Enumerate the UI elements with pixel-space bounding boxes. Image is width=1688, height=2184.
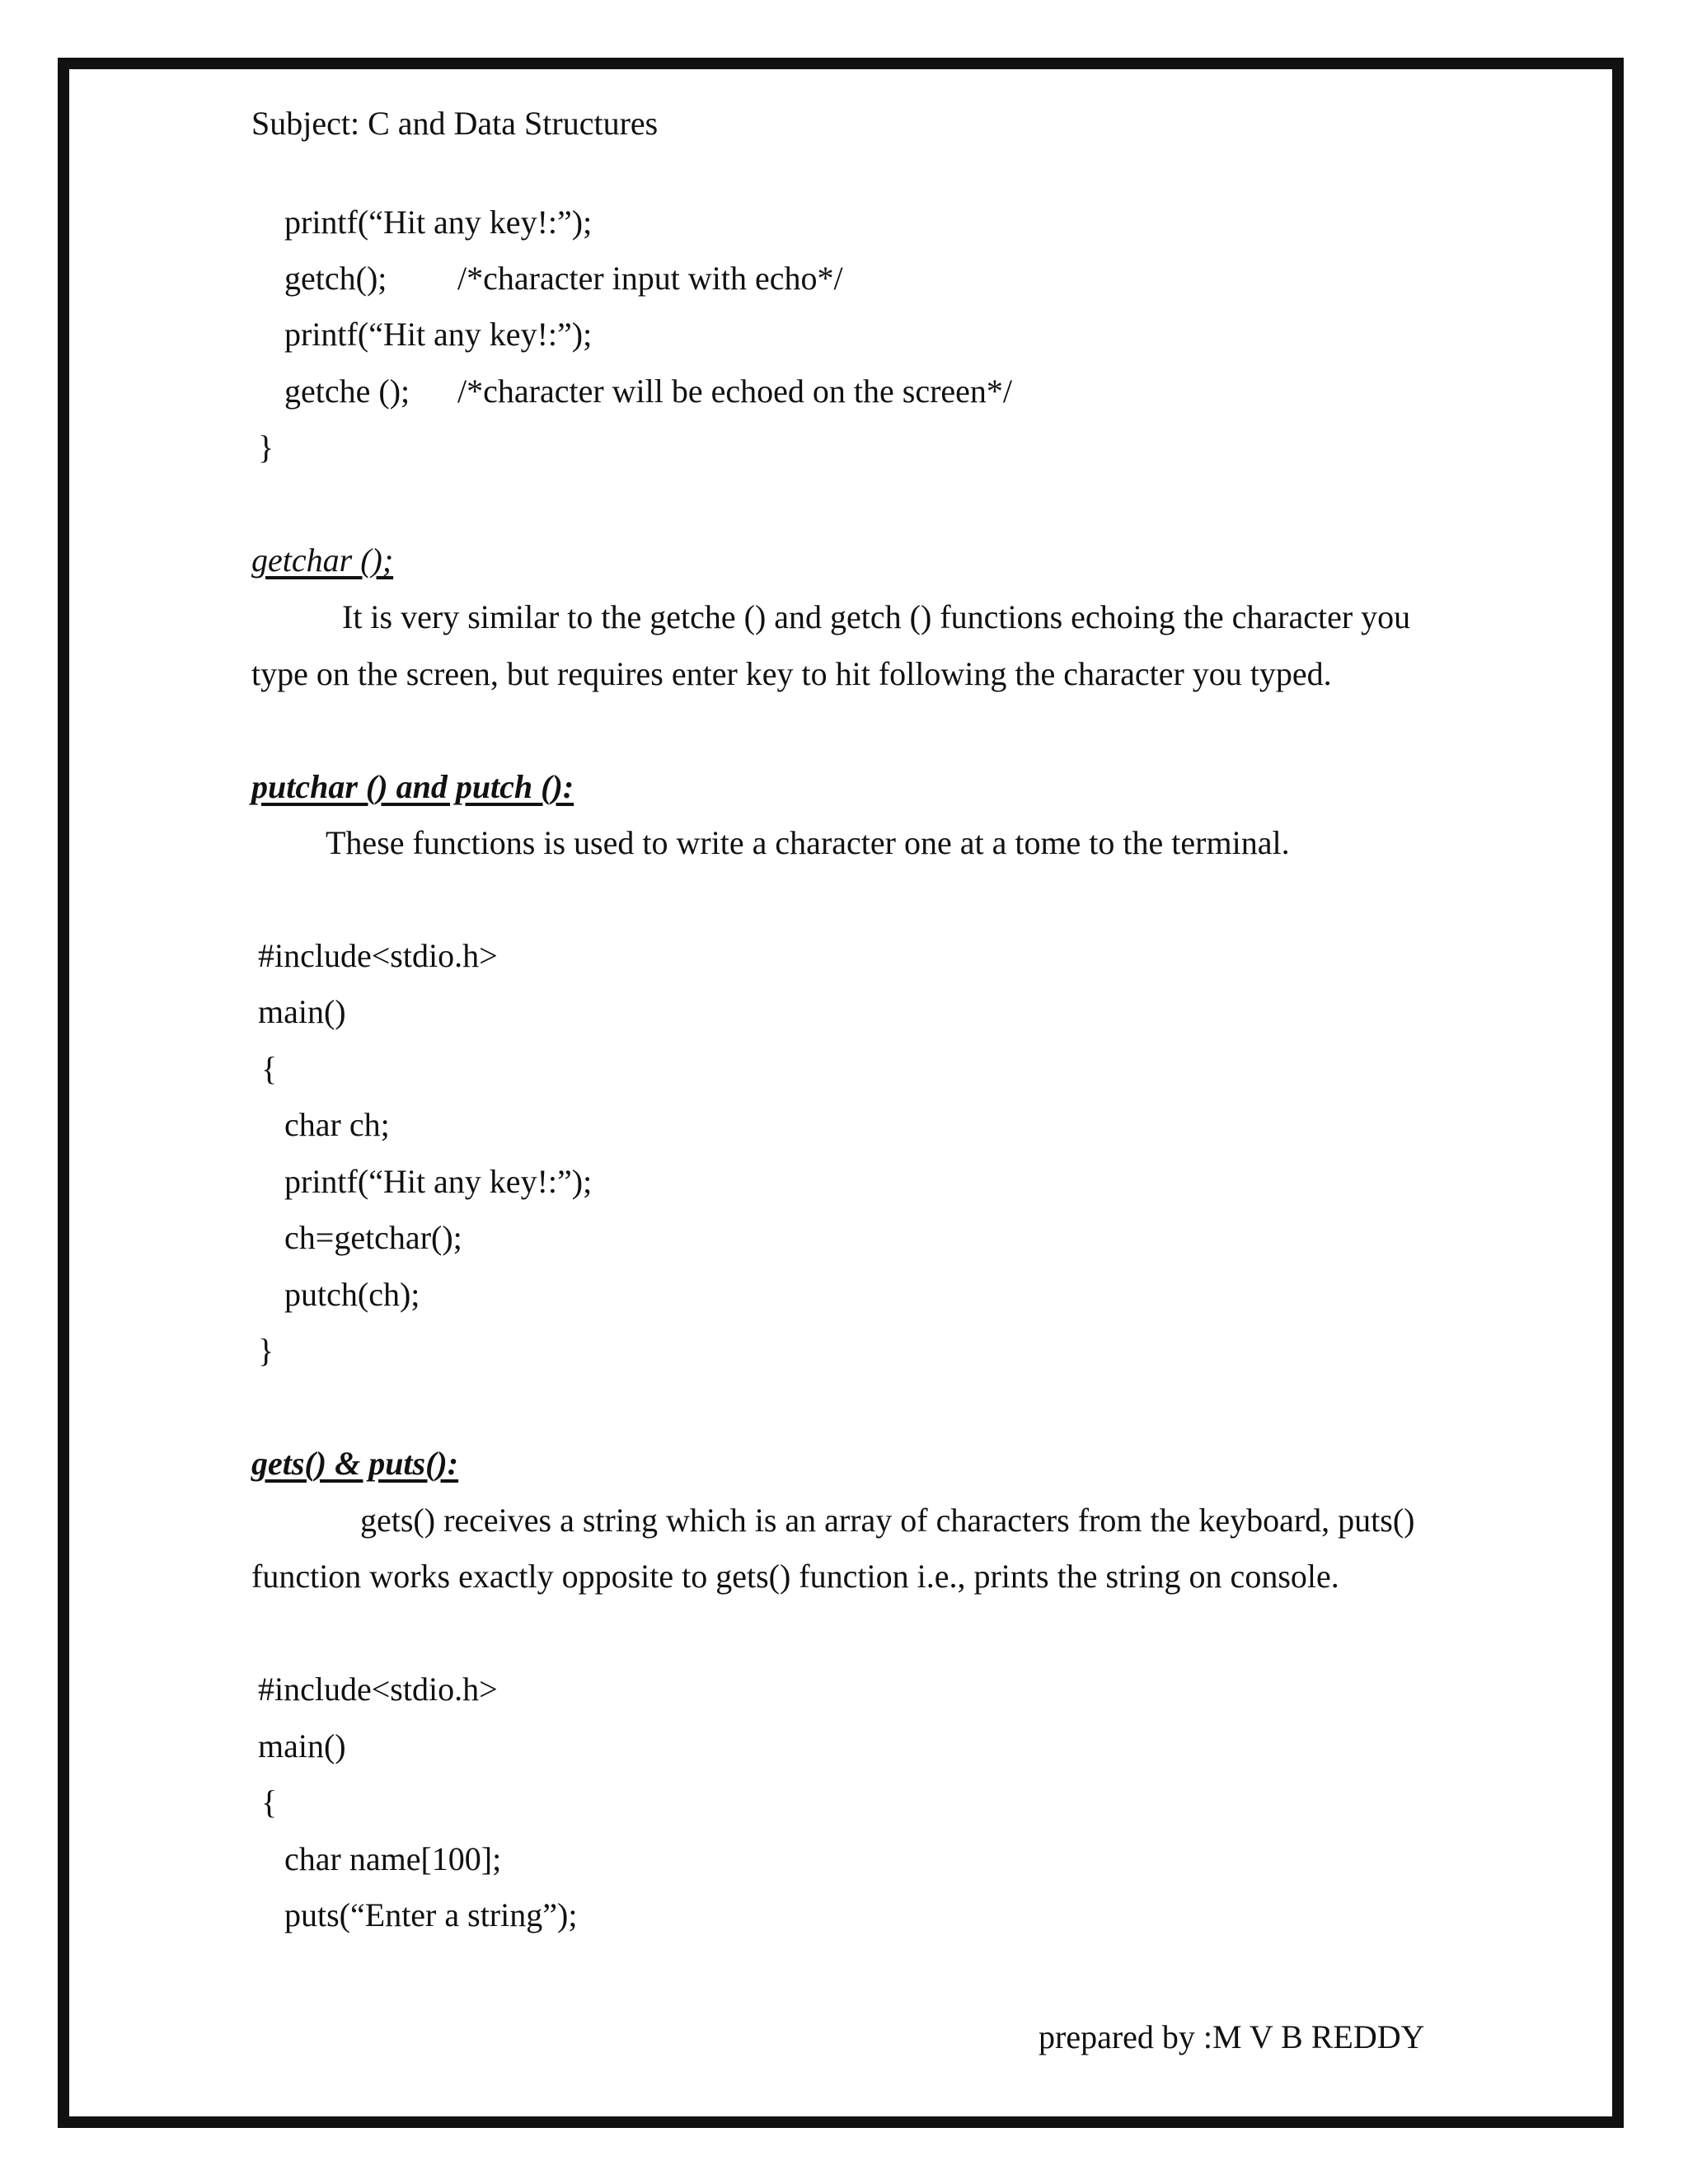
code-line: { bbox=[261, 1783, 278, 1821]
paragraph-line: These functions is used to write a character one at a tome to the terminal. bbox=[326, 824, 1290, 861]
code-line: #include<stdio.h> bbox=[258, 1671, 498, 1708]
paragraph-line: function works exactly opposite to gets() function i.e., prints the string on console. bbox=[251, 1558, 1339, 1595]
paragraph-line: type on the screen, but requires enter key to hit following the character you typed. bbox=[251, 655, 1332, 692]
section-heading-getchar: getchar (); bbox=[251, 541, 394, 579]
code-comment: /*character will be echoed on the screen*/ bbox=[457, 373, 1013, 410]
code-line: puts(“Enter a string”); bbox=[284, 1896, 578, 1933]
code-line: #include<stdio.h> bbox=[258, 937, 498, 974]
subject-header: Subject: C and Data Structures bbox=[251, 105, 659, 142]
section-heading-putchar: putchar () and putch (): bbox=[251, 768, 574, 805]
code-line: putch(ch); bbox=[284, 1276, 420, 1313]
code-line: getch(); bbox=[284, 260, 387, 297]
code-line: { bbox=[261, 1050, 278, 1087]
paragraph-line: gets() receives a string which is an array of characters from the keyboard, puts() bbox=[360, 1502, 1415, 1539]
code-line: ch=getchar(); bbox=[284, 1219, 462, 1256]
code-line: main() bbox=[258, 1727, 346, 1765]
footer-prepared-by: prepared by :M V B REDDY bbox=[1039, 2018, 1425, 2055]
code-line: } bbox=[258, 429, 274, 466]
section-heading-gets: gets() & puts(): bbox=[251, 1445, 459, 1482]
code-line: printf(“Hit any key!:”); bbox=[284, 204, 593, 241]
code-comment: /*character input with echo*/ bbox=[457, 260, 843, 297]
code-line: char name[100]; bbox=[284, 1840, 502, 1877]
paragraph-line: It is very similar to the getche () and getch () functions echoing the character you bbox=[342, 598, 1411, 635]
code-line: printf(“Hit any key!:”); bbox=[284, 316, 593, 353]
code-line: main() bbox=[258, 993, 346, 1030]
code-line: char ch; bbox=[284, 1106, 390, 1143]
code-line: printf(“Hit any key!:”); bbox=[284, 1163, 593, 1200]
code-line: } bbox=[258, 1332, 274, 1369]
code-line: getche (); bbox=[284, 373, 410, 410]
